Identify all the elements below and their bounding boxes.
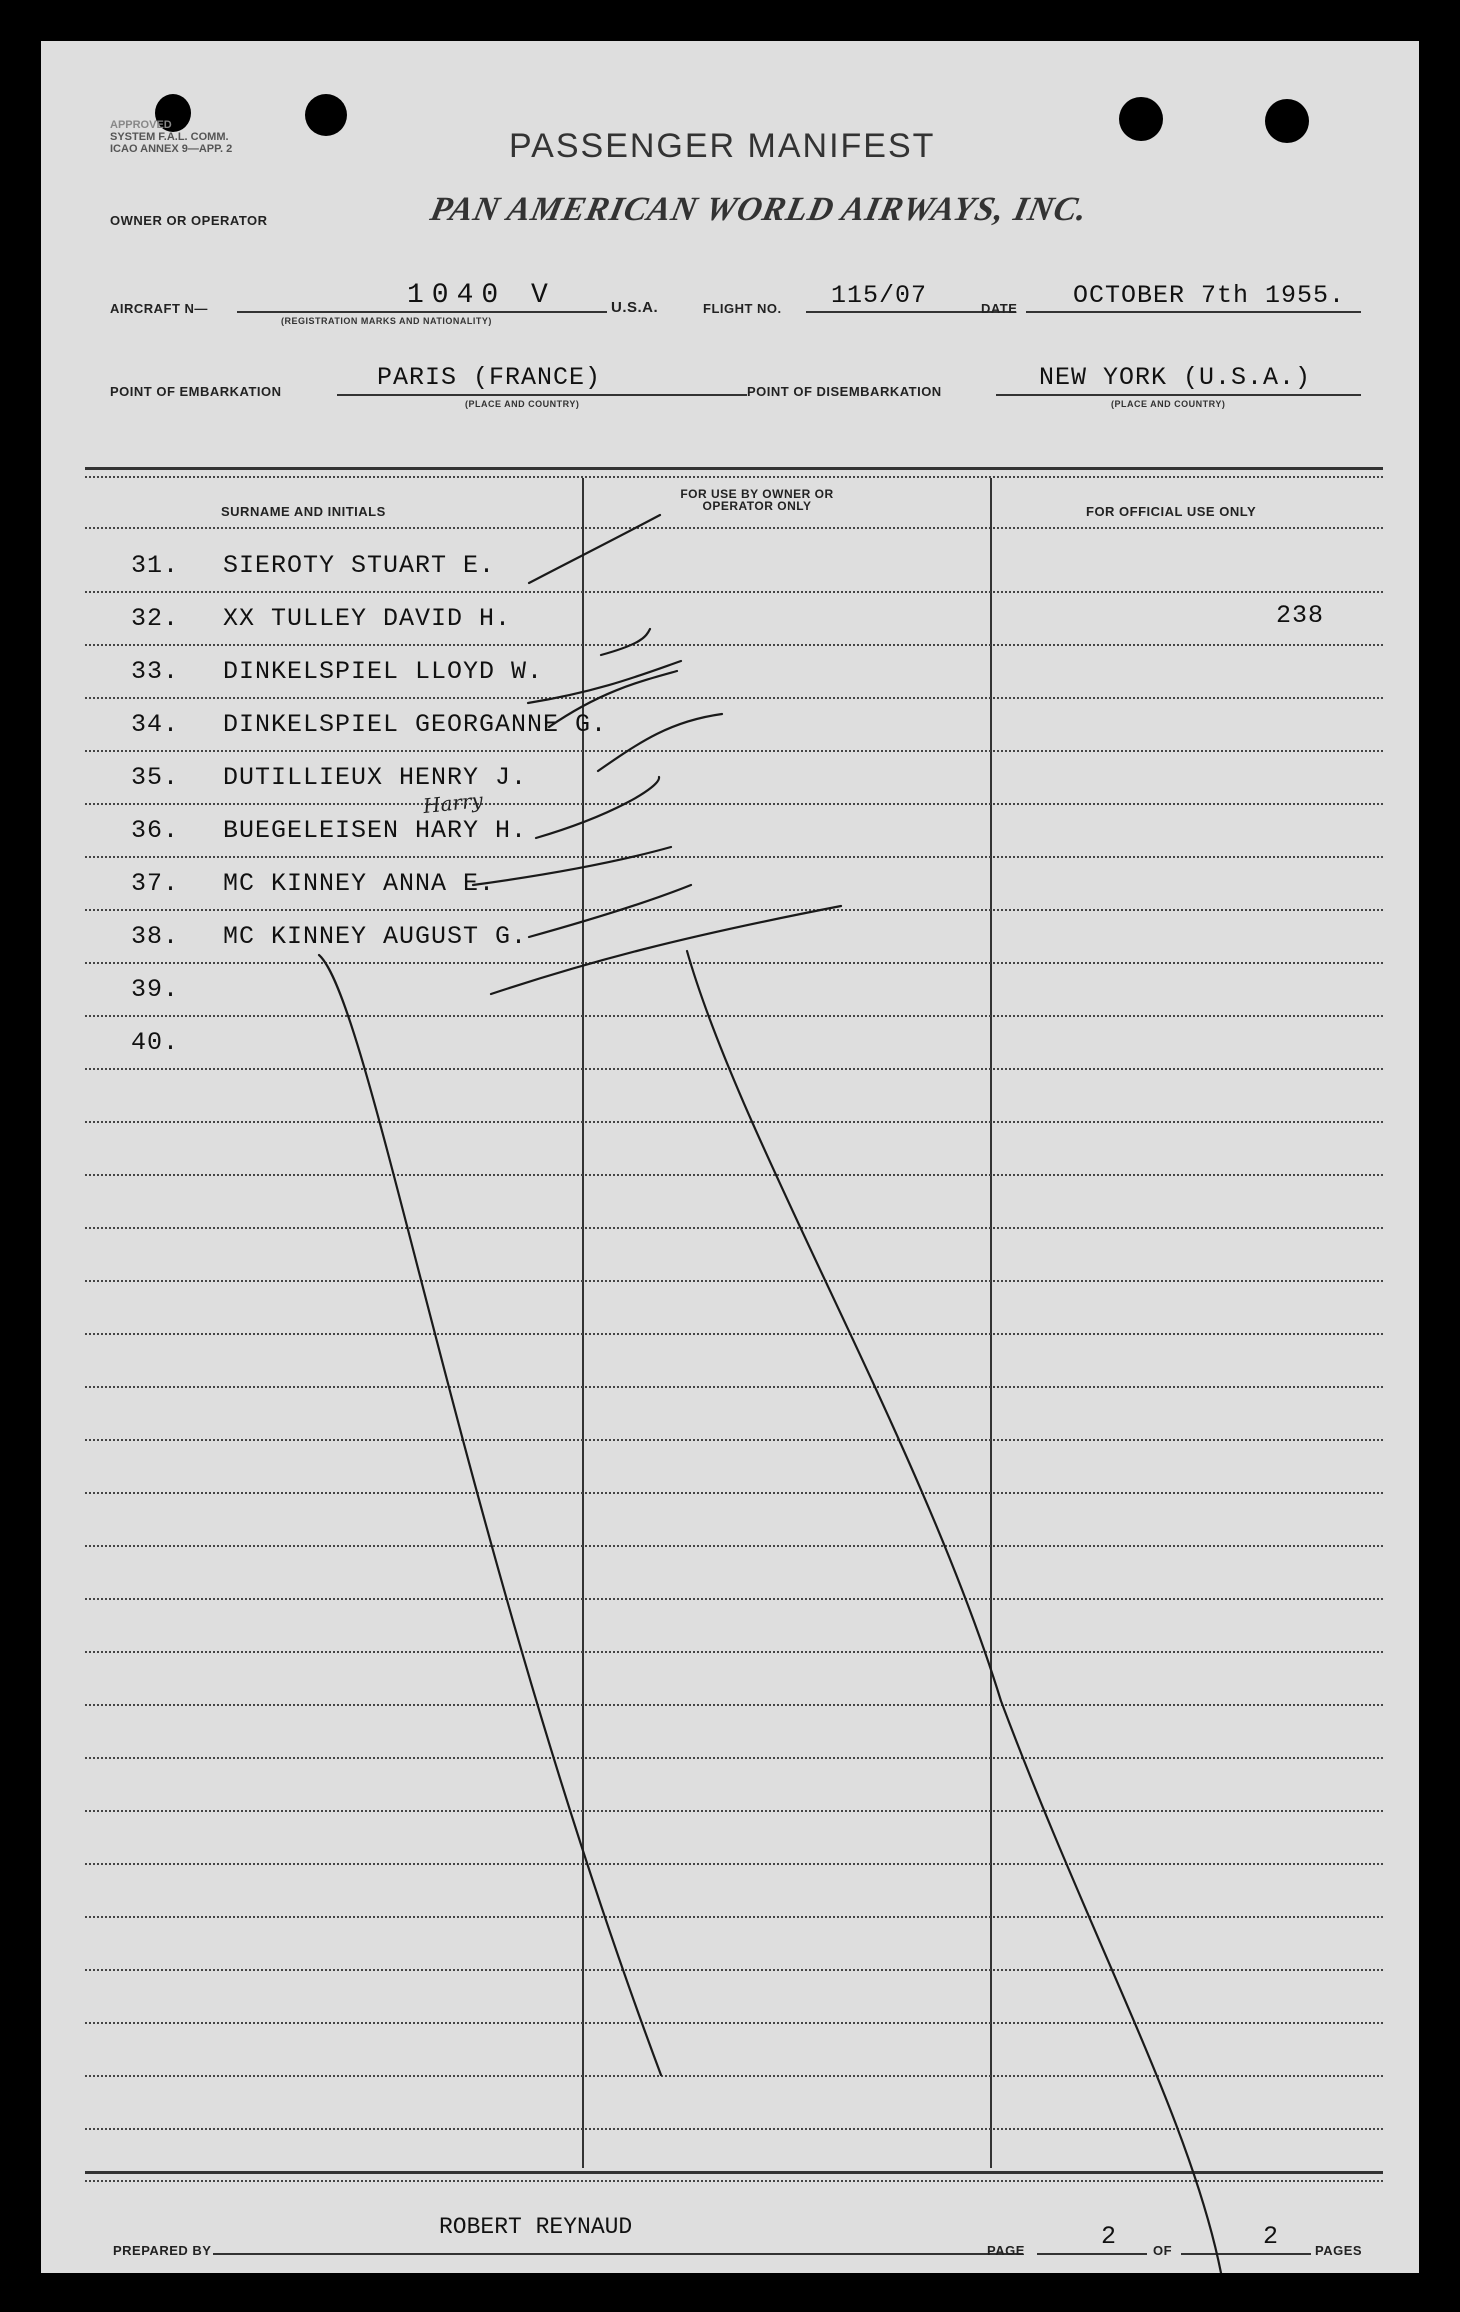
disembarkation-label: POINT OF DISEMBARKATION xyxy=(747,384,942,399)
embarkation-value: PARIS (FRANCE) xyxy=(377,363,602,392)
prepared-by-label: PREPARED BY xyxy=(113,2243,212,2258)
embarkation-sublabel: (PLACE AND COUNTRY) xyxy=(465,399,580,409)
column-header-official-use: FOR OFFICIAL USE ONLY xyxy=(1086,504,1257,519)
airline-name: PAN AMERICAN WORLD AIRWAYS, INC. xyxy=(427,191,1092,228)
check-mark xyxy=(598,714,722,771)
page-number: 2 xyxy=(1101,2222,1118,2251)
approval-line: ICAO ANNEX 9—APP. 2 xyxy=(110,143,233,155)
check-mark xyxy=(473,847,671,885)
owner-label: OWNER OR OPERATOR xyxy=(110,213,268,228)
check-mark xyxy=(529,515,660,583)
passenger-name: DINKELSPIEL LLOYD W. xyxy=(223,657,544,686)
embarkation-label: POINT OF EMBARKATION xyxy=(110,384,282,399)
handwritten-correction: Harry xyxy=(421,787,484,819)
check-mark xyxy=(601,629,650,655)
row-number: 38. xyxy=(131,922,180,951)
row-number: 39. xyxy=(131,975,180,1004)
passenger-name: SIEROTY STUART E. xyxy=(223,551,496,580)
date-label: DATE xyxy=(981,301,1018,316)
page-title: PASSENGER MANIFEST xyxy=(509,127,936,165)
check-mark xyxy=(549,671,677,727)
flight-label: FLIGHT NO. xyxy=(703,301,782,316)
passenger-name: MC KINNEY AUGUST G. xyxy=(223,922,528,951)
row-number: 31. xyxy=(131,551,180,580)
approval-line: APPROVED xyxy=(110,119,172,131)
sweep-line xyxy=(319,955,661,2075)
column-header-owner-use: FOR USE BY OWNER OR OPERATOR ONLY xyxy=(680,487,834,513)
check-mark xyxy=(491,906,841,994)
passenger-name: DUTILLIEUX HENRY J. xyxy=(223,763,528,792)
check-mark xyxy=(528,661,681,703)
approval-line: SYSTEM F.A.L. COMM. xyxy=(110,131,229,143)
registration-sublabel: (REGISTRATION MARKS AND NATIONALITY) xyxy=(281,316,492,326)
check-mark xyxy=(529,885,691,937)
prepared-by-value: ROBERT REYNAUD xyxy=(439,2214,633,2240)
column-header-surname: SURNAME AND INITIALS xyxy=(221,504,386,519)
page-label: PAGE xyxy=(987,2243,1025,2258)
row-number: 33. xyxy=(131,657,180,686)
row-number: 32. xyxy=(131,604,180,633)
date-value: OCTOBER 7th 1955. xyxy=(1073,281,1346,310)
aircraft-value: 1040 V xyxy=(407,280,556,311)
passenger-name: DINKELSPIEL GEORGANNE G. xyxy=(223,710,608,739)
passenger-name: MC KINNEY ANNA E. xyxy=(223,869,496,898)
pen-strokes xyxy=(41,41,1419,2273)
row-number: 34. xyxy=(131,710,180,739)
flight-value: 115/07 xyxy=(831,281,928,310)
row-number: 37. xyxy=(131,869,180,898)
official-use-value: 238 xyxy=(1276,601,1325,630)
row-number: 36. xyxy=(131,816,180,845)
sweep-line xyxy=(687,951,1221,2273)
aircraft-country: U.S.A. xyxy=(611,299,659,316)
passenger-name: XX TULLEY DAVID H. xyxy=(223,604,512,633)
manifest-sheet xyxy=(41,41,1419,2273)
passenger-name: BUEGELEISEN HARY H. xyxy=(223,816,528,845)
of-label: OF xyxy=(1153,2243,1173,2258)
pages-label: PAGES xyxy=(1315,2243,1363,2258)
check-mark xyxy=(536,777,659,838)
row-number: 35. xyxy=(131,763,180,792)
disembarkation-value: NEW YORK (U.S.A.) xyxy=(1039,363,1312,392)
row-number: 40. xyxy=(131,1028,180,1057)
disembarkation-sublabel: (PLACE AND COUNTRY) xyxy=(1111,399,1226,409)
aircraft-label: AIRCRAFT N— xyxy=(110,301,208,316)
page-total: 2 xyxy=(1263,2222,1280,2251)
